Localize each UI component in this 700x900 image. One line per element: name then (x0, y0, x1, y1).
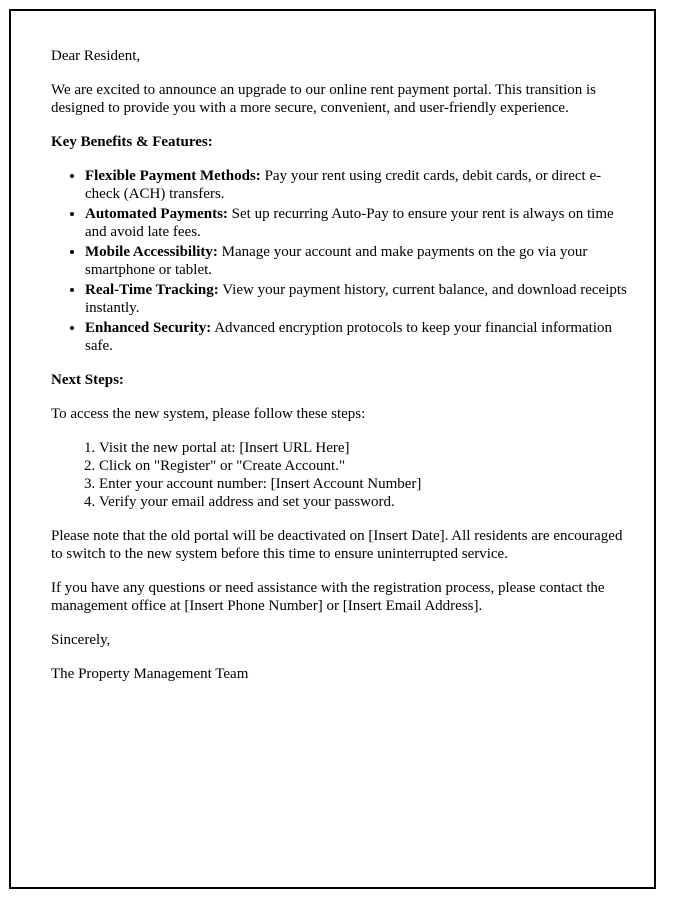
signature: The Property Management Team (51, 666, 249, 682)
benefit-item (85, 205, 628, 241)
benefits-list (51, 167, 628, 355)
benefit-term: Flexible Payment Methods: (85, 168, 261, 184)
benefit-item (85, 281, 628, 317)
closing: Sincerely, (51, 632, 111, 648)
benefit-term: Real-Time Tracking: (85, 282, 219, 298)
benefit-item (85, 243, 628, 279)
step-item: 4. Verify your email address and set your password. (99, 493, 628, 511)
benefit-description: Pay your rent using credit cards, debit cards, or direct e-check (ACH) transfers. (85, 168, 602, 202)
step-item: 1. Visit the new portal at: [Insert URL Here] (99, 439, 628, 457)
benefit-item (85, 319, 628, 355)
benefit-description: Manage your account and make payments on the go via your smartphone or tablet. (85, 244, 588, 278)
benefits-heading: Key Benefits & Features: (51, 134, 213, 150)
next-steps-heading: Next Steps: (51, 372, 124, 388)
letter-page (9, 9, 656, 889)
step-item: 3. Enter your account number: [Insert Account Number] (99, 475, 628, 493)
benefit-description: Advanced encryption protocols to keep your financial information safe. (85, 320, 612, 354)
steps-list (51, 439, 628, 511)
benefit-item (85, 167, 628, 203)
deactivation-paragraph: Please note that the old portal will be deactivated on [Insert Date]. All residents are encouraged to switch to the new system before this time to ensure uninterrupted service. (51, 528, 623, 562)
benefit-term: Automated Payments: (85, 206, 228, 222)
salutation: Dear Resident, (51, 48, 141, 64)
benefit-term: Mobile Accessibility: (85, 244, 218, 260)
contact-paragraph: If you have any questions or need assistance with the registration process, please contact the management office at [Insert Phone Number] or [Insert Email Address]. (51, 580, 605, 614)
benefit-term: Enhanced Security: (85, 320, 212, 336)
step-item: 2. Click on "Register" or "Create Account." (99, 457, 628, 475)
benefit-description: Set up recurring Auto-Pay to ensure your rent is always on time and avoid late fees. (85, 206, 614, 240)
intro-paragraph: We are excited to announce an upgrade to our online rent payment portal. This transition is designed to provide you with a more secure, convenient, and user-friendly experience. (51, 82, 597, 116)
benefit-description: View your payment history, current balance, and download receipts instantly. (85, 282, 627, 316)
steps-intro: To access the new system, please follow these steps: (51, 406, 366, 422)
